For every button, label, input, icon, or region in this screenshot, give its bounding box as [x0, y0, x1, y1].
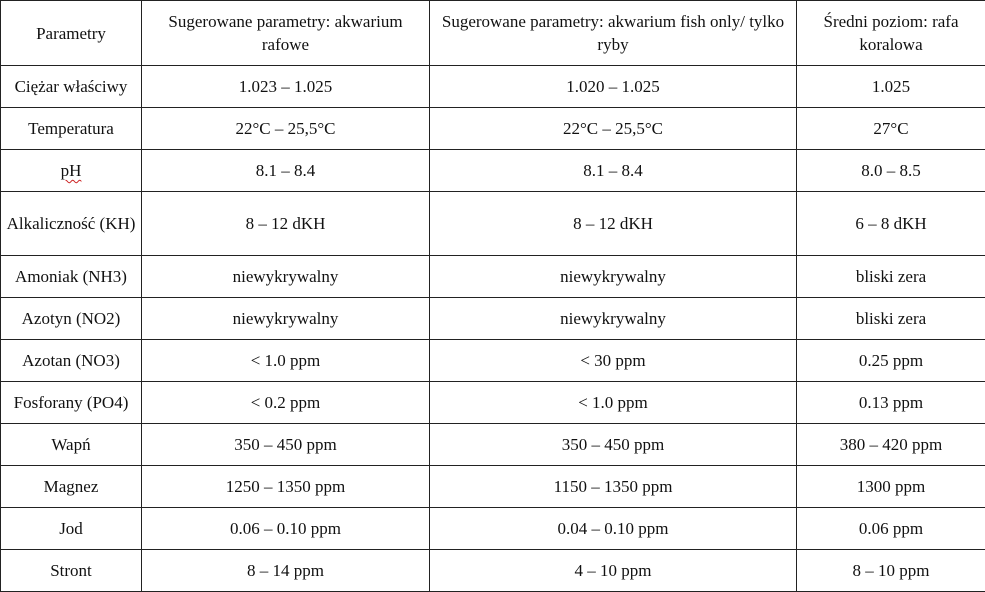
table-row	[1, 66, 985, 108]
row-label: Fosforany (PO4)	[1, 382, 142, 424]
cell-value: < 1.0 ppm	[142, 340, 430, 382]
cell-value: 22°C – 25,5°C	[142, 108, 430, 150]
row-label: Stront	[1, 550, 142, 592]
row-label	[1, 150, 142, 192]
cell-value: 4 – 10 ppm	[430, 550, 797, 592]
table-row	[1, 256, 985, 298]
row-label: Jod	[1, 508, 142, 550]
header-cell-reef-aquarium: Sugerowane parametry: akwarium rafowe	[142, 1, 430, 66]
cell-value: 6 – 8 dKH	[797, 192, 985, 256]
cell-value: 0.04 – 0.10 ppm	[430, 508, 797, 550]
cell-value: 0.25 ppm	[797, 340, 985, 382]
cell-value: 350 – 450 ppm	[430, 424, 797, 466]
spellcheck-marked-text: pH	[61, 161, 82, 180]
table-row	[1, 550, 985, 592]
header-cell-parameter: Parametry	[1, 1, 142, 66]
cell-value: 8.1 – 8.4	[430, 150, 797, 192]
table-row	[1, 466, 985, 508]
table-row	[1, 150, 985, 192]
cell-value: niewykrywalny	[142, 256, 430, 298]
cell-value: < 1.0 ppm	[430, 382, 797, 424]
table-row	[1, 424, 985, 466]
table-row	[1, 192, 985, 256]
table-row	[1, 298, 985, 340]
cell-value: 1150 – 1350 ppm	[430, 466, 797, 508]
header-cell-coral-reef-average: Średni poziom: rafa koralowa	[797, 1, 985, 66]
table-row	[1, 108, 985, 150]
table-row	[1, 382, 985, 424]
cell-value: 0.06 ppm	[797, 508, 985, 550]
cell-value: 8 – 10 ppm	[797, 550, 985, 592]
cell-value: 1.023 – 1.025	[142, 66, 430, 108]
cell-value: 27°C	[797, 108, 985, 150]
table-row	[1, 508, 985, 550]
cell-value: 8 – 12 dKH	[142, 192, 430, 256]
cell-value: 350 – 450 ppm	[142, 424, 430, 466]
header-cell-fish-only-aquarium: Sugerowane parametry: akwarium fish only/ tylko ryby	[430, 1, 797, 66]
row-label: Azotan (NO3)	[1, 340, 142, 382]
header-row	[1, 1, 985, 66]
cell-value: niewykrywalny	[430, 298, 797, 340]
cell-value: 0.13 ppm	[797, 382, 985, 424]
cell-value: niewykrywalny	[142, 298, 430, 340]
cell-value: < 0.2 ppm	[142, 382, 430, 424]
cell-value: 1250 – 1350 ppm	[142, 466, 430, 508]
cell-value: 1.020 – 1.025	[430, 66, 797, 108]
row-label: Temperatura	[1, 108, 142, 150]
row-label: Alkaliczność (KH)	[1, 192, 142, 256]
cell-value: 22°C – 25,5°C	[430, 108, 797, 150]
cell-value: 1.025	[797, 66, 985, 108]
row-label: Magnez	[1, 466, 142, 508]
table-row	[1, 340, 985, 382]
cell-value: bliski zera	[797, 256, 985, 298]
row-label: Amoniak (NH3)	[1, 256, 142, 298]
cell-value: 1300 ppm	[797, 466, 985, 508]
row-label: Ciężar właściwy	[1, 66, 142, 108]
cell-value: 8.1 – 8.4	[142, 150, 430, 192]
cell-value: < 30 ppm	[430, 340, 797, 382]
cell-value: 8 – 14 ppm	[142, 550, 430, 592]
cell-value: niewykrywalny	[430, 256, 797, 298]
row-label: Wapń	[1, 424, 142, 466]
cell-value: 8.0 – 8.5	[797, 150, 985, 192]
cell-value: 8 – 12 dKH	[430, 192, 797, 256]
cell-value: 0.06 – 0.10 ppm	[142, 508, 430, 550]
cell-value: 380 – 420 ppm	[797, 424, 985, 466]
cell-value: bliski zera	[797, 298, 985, 340]
row-label: Azotyn (NO2)	[1, 298, 142, 340]
